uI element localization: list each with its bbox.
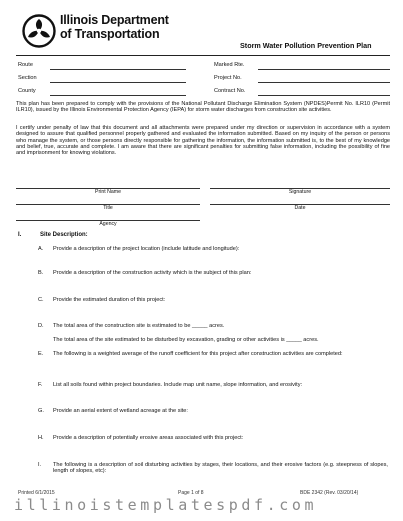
page-number: Page 1 of 8 bbox=[178, 490, 204, 496]
form-id: BDE 2342 (Rev. 03/20/14) bbox=[300, 490, 359, 496]
intro-paragraph: This plan has been prepared to comply with the provisions of the National Pollutant Discharge Elimination System (NPDES)Permit No. ILR10 (Permit ILR10), issued by the Illinois Environmental Protection Agency (IEPA) for storm water discharges from construction site activities. bbox=[16, 101, 390, 114]
project-no-field[interactable] bbox=[258, 82, 390, 83]
item-letter: F. bbox=[38, 382, 43, 388]
item-letter: D. bbox=[38, 323, 44, 329]
item-text: The following is a weighted average of the runoff coefficient for this project after construction activities are completed: bbox=[53, 351, 343, 357]
header-divider bbox=[16, 55, 390, 56]
item-letter: A. bbox=[38, 246, 44, 252]
item-text: The following is a description of soil disturbing activities by stages, their locations, and their erosive factors (e.g. steepness of slopes, length of slopes, etc): bbox=[53, 462, 388, 475]
item-text: Provide an aerial extent of wetland acreage at the site: bbox=[53, 408, 188, 414]
marked-route-label: Marked Rte. bbox=[214, 62, 245, 68]
contract-no-field[interactable] bbox=[258, 95, 390, 96]
section-field[interactable] bbox=[50, 82, 186, 83]
project-no-label: Project No. bbox=[214, 75, 242, 81]
watermark: illinoistemplatespdf.com bbox=[14, 496, 318, 514]
certification-paragraph: I certify under penalty of law that this document and all attachments were prepared under my direction or supervision in accordance with a system designed to assure that qualified personnel properly gathered and evaluated the information submitted. Based on my inquiry of the person or persons who manage the system, or those persons directly responsible for gathering the information, the information submitted is, to the best of my knowledge and belief, true, accurate and complete. I am aware that there are significant penalties for submitting false information, including the possibility of fine and imprisonment for knowing violations. bbox=[16, 125, 390, 157]
county-field[interactable] bbox=[50, 95, 186, 96]
org-name-line2: of Transportation bbox=[60, 27, 160, 41]
plan-title: Storm Water Pollution Prevention Plan bbox=[240, 41, 372, 50]
route-field[interactable] bbox=[50, 69, 186, 70]
item-text: List all soils found within project boundaries. Include map unit name, slope information, and erosivity: bbox=[53, 382, 303, 388]
county-label: County bbox=[18, 88, 36, 94]
signature-caption: Signature bbox=[288, 189, 312, 195]
item-letter: E. bbox=[38, 351, 44, 357]
marked-route-field[interactable] bbox=[258, 69, 390, 70]
title-caption: Title bbox=[103, 205, 113, 211]
item-letter: H. bbox=[38, 435, 44, 441]
item-text: Provide a description of the construction activity which is the subject of this plan: bbox=[53, 270, 252, 276]
item-text: Provide a description of potentially erosive areas associated with this project: bbox=[53, 435, 244, 441]
section-number: I. bbox=[18, 232, 22, 238]
item-text: Provide a description of the project location (include latitude and longitude): bbox=[53, 246, 240, 252]
item-letter: B. bbox=[38, 270, 44, 276]
contract-no-label: Contract No. bbox=[214, 88, 246, 94]
print-name-caption: Print Name bbox=[95, 189, 121, 195]
item-letter: G. bbox=[38, 408, 44, 414]
route-label: Route bbox=[18, 62, 33, 68]
org-name-line1: Illinois Department bbox=[60, 13, 169, 27]
printed-date: Printed 6/1/2015 bbox=[18, 490, 55, 496]
section-heading bbox=[18, 232, 88, 238]
section-label: Section bbox=[18, 75, 37, 81]
item-letter: C. bbox=[38, 297, 44, 303]
item-letter: I. bbox=[38, 462, 42, 468]
item-text: The total area of the construction site is estimated to be _____ acres. bbox=[53, 323, 225, 329]
item-text: Provide the estimated duration of this project: bbox=[53, 297, 166, 303]
idot-logo-icon bbox=[22, 14, 56, 48]
date-caption: Date bbox=[294, 205, 306, 211]
section-title: Site Description: bbox=[40, 232, 88, 238]
item-text: The total area of the site estimated to be disturbed by excavation, grading or other activities is _____ acres. bbox=[53, 337, 319, 343]
agency-caption: Agency bbox=[99, 221, 117, 227]
